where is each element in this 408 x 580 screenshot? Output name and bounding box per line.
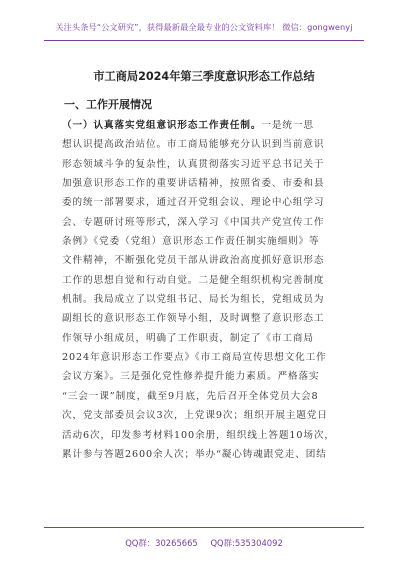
text-line: 机制。我局成立了以党组书记、局长为组长，党组成员为 — [62, 294, 325, 306]
header-divider — [44, 40, 364, 41]
text-fragment: 一是统一思 — [261, 120, 314, 131]
text-line: 会、专题研讨班等形式，深入学习《中国共产党宣传工作 — [62, 216, 325, 228]
qq-group-2: QQ群:535304092 — [210, 538, 283, 548]
document-body — [62, 116, 352, 464]
section-heading: 一、工作开展情况 — [64, 98, 152, 111]
subheading: （一）认真落实党组意识形态工作责任制。 — [62, 120, 262, 131]
text-line: “三会一课”制度，截至9月底，先后召开全体党员大会8 — [62, 390, 319, 402]
document-title: 市工商局2024年第三季度意识形态工作总结 — [93, 70, 315, 83]
text-line: 作领导小组成员，明确了工作职责，制定了《市工商局 — [62, 332, 314, 344]
promo-header: 关注头条号“公文研究”，获得最新最全最专业的公文资料库！ 微信：gongwenyj — [55, 22, 353, 32]
footer-divider — [44, 527, 364, 528]
text-line: 累计参与答题2600余人次；举办“凝心铸魂跟党走、团结 — [62, 448, 327, 460]
text-line: 加强意识形态工作的重要讲话精神，按照省委、市委和县 — [62, 178, 325, 190]
text-line: 副组长的意识形态工作领导小组，及时调整了意识形态工 — [62, 313, 325, 325]
text-line: 次，党支部委员会议3次，上党课9次；组织开展主题党日 — [62, 410, 328, 422]
text-line: 工作的思想自觉和行动自觉。二是健全组织机构完善制度 — [62, 274, 325, 286]
text-line: 会议方案》。三是强化党性修养提升能力素质。严格落实 — [62, 371, 320, 383]
text-line: 活动6次，印发参考材料100余册，组织线上答题10场次， — [62, 429, 335, 441]
text-line: 形态领域斗争的复杂性，认真贯彻落实习近平总书记关于 — [62, 158, 325, 170]
text-line: 想认识提高政治站位。市工商局能够充分认识到当前意识 — [62, 139, 325, 151]
footer — [0, 537, 408, 549]
qq-group-1: QQ群：30265665 — [125, 538, 198, 548]
text-line: 委的统一部署要求，通过召开党组会议、理论中心组学习 — [62, 197, 325, 209]
text-line — [62, 116, 352, 135]
text-line: 条例》《党委（党组）意识形态工作责任制实施细则》等 — [62, 236, 320, 248]
text-line: 文件精神，不断强化党员干部从讲政治高度抓好意识形态 — [62, 255, 325, 267]
text-line: 2024年意识形态工作要点》《市工商局宣传思想文化工作 — [62, 352, 327, 364]
